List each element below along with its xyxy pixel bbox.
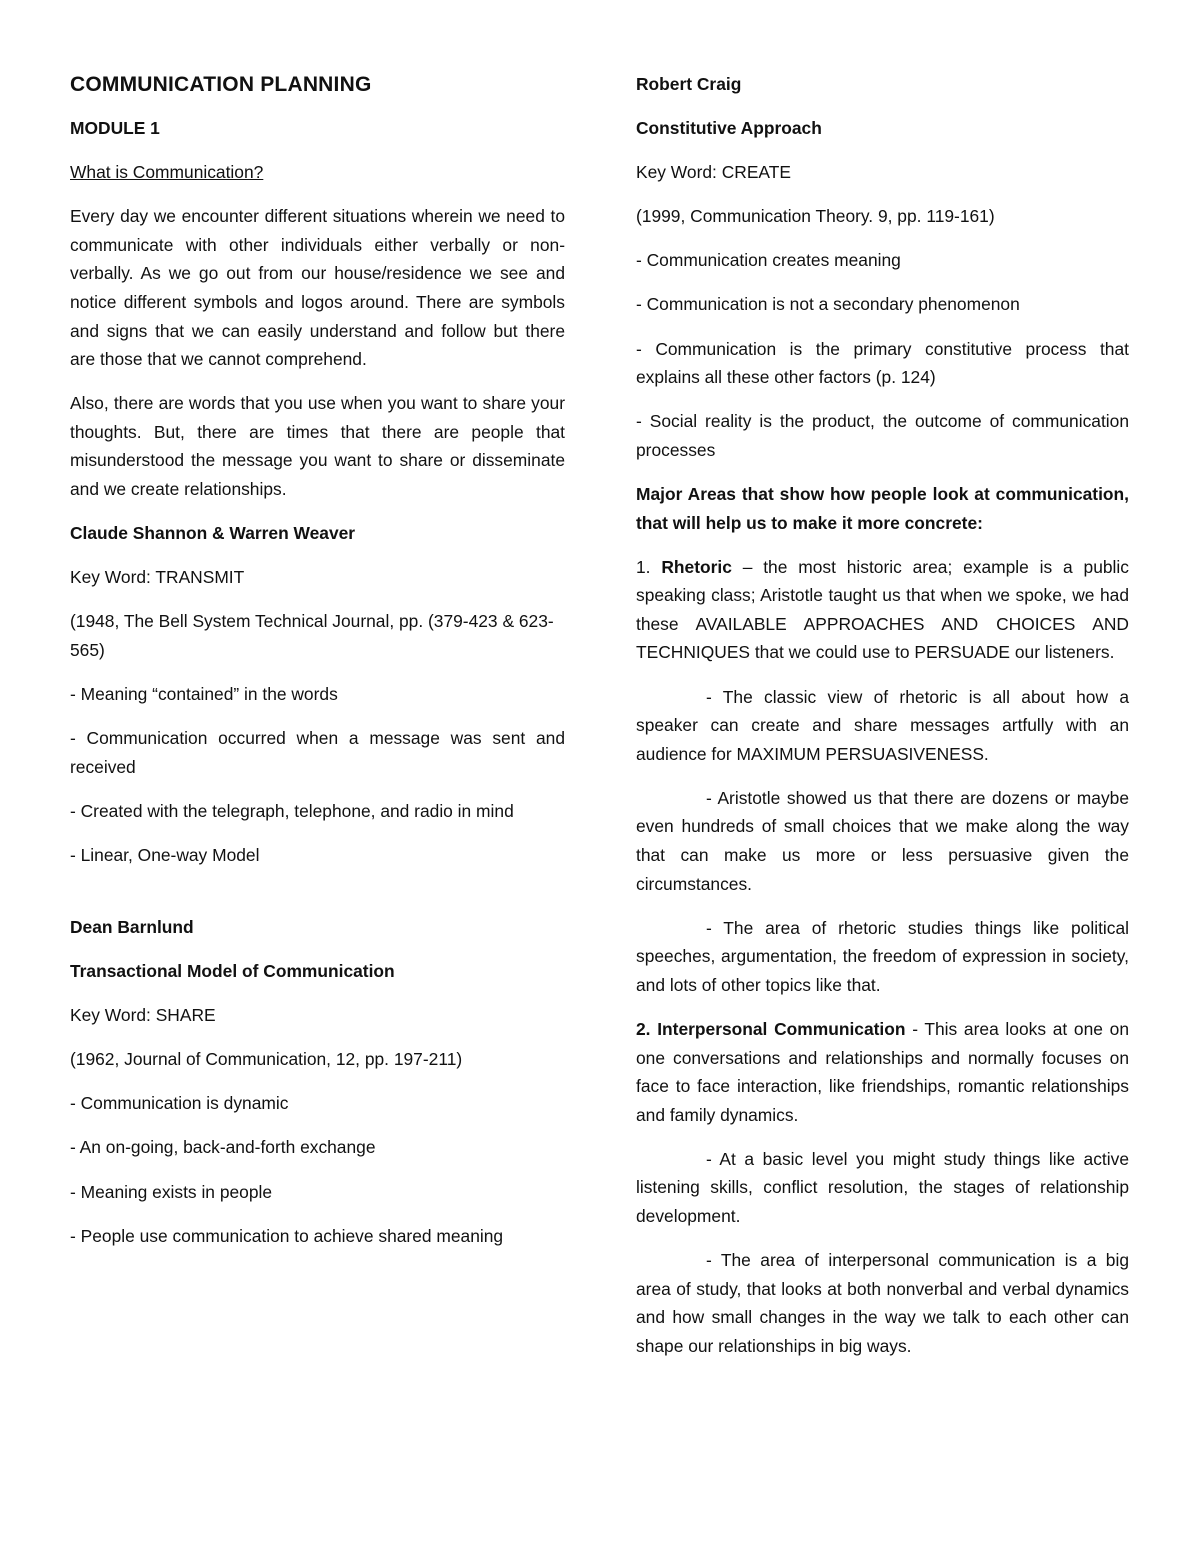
module-label: MODULE 1	[70, 118, 160, 138]
shannon-point: - Linear, One-way Model	[70, 844, 260, 865]
shannon-point: - Created with the telegraph, telephone, and radio in mind	[70, 800, 514, 821]
craig-point: - Social reality is the product, the outcome of communication processes	[636, 411, 1129, 460]
shannon-keyword: Key Word: TRANSMIT	[70, 567, 245, 588]
interpersonal-subpoint: - At a basic level you might study things like active listening skills, conflict resolution, the stages of relationship development.	[636, 1148, 1129, 1226]
interpersonal-paragraph	[636, 1015, 1129, 1129]
interpersonal-number: 2.	[636, 1018, 651, 1039]
barnlund-heading: Dean Barnlund	[70, 916, 194, 937]
intro-paragraph-2: Also, there are words that you use when you want to share your thoughts. But, there are times that there are people that misunderstood the message you want to share or disseminate and we create relationships.	[70, 393, 565, 500]
shannon-point: - Communication occurred when a message was sent and received	[70, 728, 565, 777]
craig-point: - Communication is the primary constitutive process that explains all these other factors (p. 124)	[636, 338, 1129, 388]
section-question: What is Communication?	[70, 162, 264, 183]
craig-heading: Robert Craig	[636, 74, 742, 94]
shannon-heading: Claude Shannon & Warren Weaver	[70, 523, 356, 544]
barnlund-citation: (1962, Journal of Communication, 12, pp. 197-211)	[70, 1049, 463, 1070]
major-areas-heading: Major Areas that show how people look at communication, that will help us to make it more concrete:	[636, 483, 1129, 533]
barnlund-keyword: Key Word: SHARE	[70, 1005, 216, 1026]
document-title: COMMUNICATION PLANNING	[70, 73, 372, 96]
barnlund-point: - People use communication to achieve shared meaning	[70, 1225, 504, 1246]
rhetoric-text: – the most historic area; example is a public speaking class; Aristotle taught us that when we spoke, we had these AVAILABLE APPROACHES AND CHOICES AND TECHNIQUES that we could use to PERSUADE our listeners.	[636, 556, 1129, 663]
rhetoric-term: Rhetoric	[661, 556, 732, 577]
barnlund-point: - Meaning exists in people	[70, 1181, 273, 1202]
craig-point: - Communication creates meaning	[636, 250, 901, 271]
rhetoric-subpoint: - The classic view of rhetoric is all about how a speaker can create and share messages artfully with an audience for MAXIMUM PERSUASIVENESS.	[636, 686, 1129, 764]
rhetoric-subpoint: - The area of rhetoric studies things like political speeches, argumentation, the freedom of expression in society, and lots of other topics like that.	[636, 917, 1129, 995]
craig-point: - Communication is not a secondary phenomenon	[636, 294, 1020, 315]
shannon-point: - Meaning “contained” in the words	[70, 684, 338, 704]
craig-subheading: Constitutive Approach	[636, 118, 822, 139]
rhetoric-number: 1.	[636, 556, 651, 577]
left-column	[70, 70, 565, 1266]
barnlund-point: - An on-going, back-and-forth exchange	[70, 1137, 376, 1158]
section-spacer	[70, 885, 565, 913]
rhetoric-subpoint: - Aristotle showed us that there are dozens or maybe even hundreds of small choices that we make along the way that can make us more or less persuasive given the circumstances.	[636, 787, 1129, 894]
intro-paragraph-1: Every day we encounter different situations wherein we need to communicate with other individuals either verbally or non-verbally. As we go out from our house/residence we see and notice different symbols and logos around. There are symbols and signs that we can easily understand and follow but there are those that we cannot comprehend.	[70, 206, 565, 370]
interpersonal-term: Interpersonal Communication	[657, 1018, 906, 1039]
barnlund-point: - Communication is dynamic	[70, 1093, 289, 1114]
craig-keyword: Key Word: CREATE	[636, 162, 791, 183]
shannon-citation: (1948, The Bell System Technical Journal, pp. (379-423 & 623-565)	[70, 611, 554, 660]
right-column	[636, 70, 1129, 1376]
interpersonal-subpoint: - The area of interpersonal communication is a big area of study, that looks at both nonverbal and verbal dynamics and how small changes in the way we talk to each other can shape our relationships in big ways.	[636, 1250, 1129, 1356]
craig-citation: (1999, Communication Theory. 9, pp. 119-161)	[636, 206, 995, 227]
rhetoric-paragraph	[636, 553, 1129, 667]
interpersonal-text: - This area looks at one on one conversations and relationships and normally focuses on face to face interaction, like friendships, romantic relationships and family dynamics.	[636, 1018, 1129, 1125]
barnlund-subheading: Transactional Model of Communication	[70, 961, 395, 982]
